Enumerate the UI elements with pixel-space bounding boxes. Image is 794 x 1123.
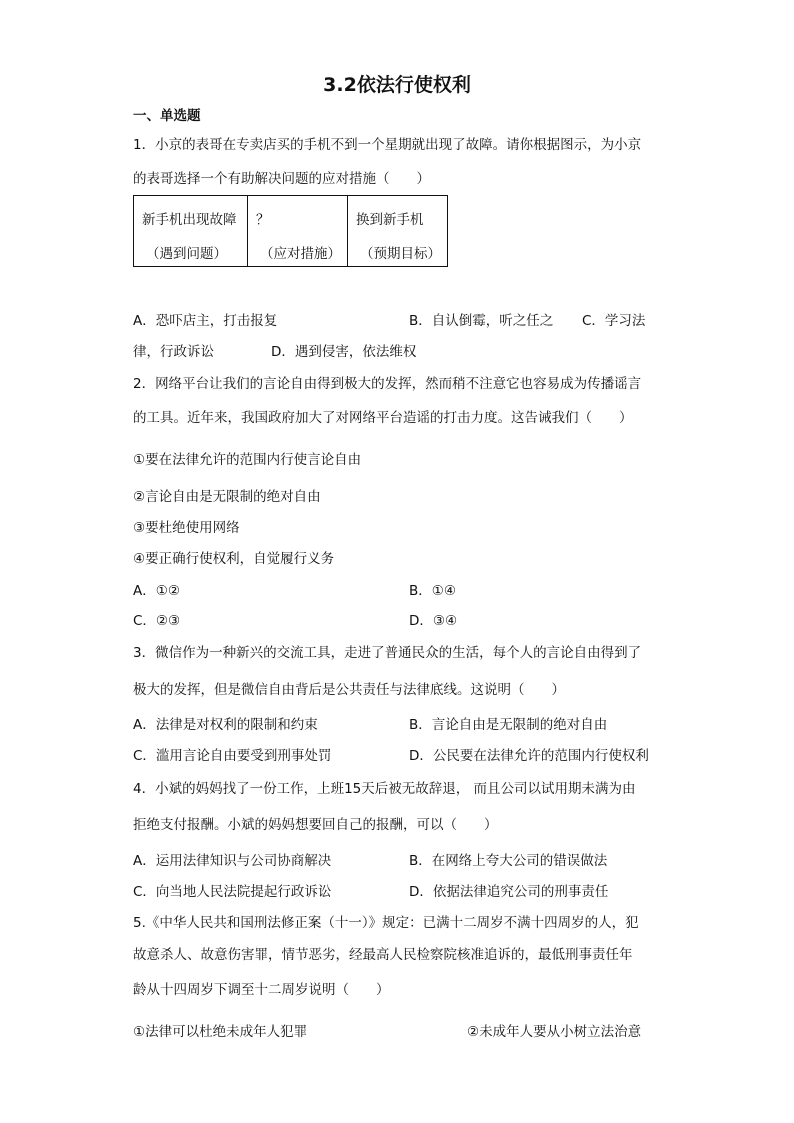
q4-stem-line1: 4．小斌的妈妈找了一份工作，上班15天后被无故辞退， 而且公司以试用期未满为由 [133, 781, 636, 797]
q1-stem-line1: 1．小京的表哥在专卖店买的手机不到一个星期就出现了故障。请你根据图示，为小京 [133, 137, 642, 153]
q2-item-4: ④要正确行使权利，自觉履行义务 [133, 551, 335, 567]
q3-stem-line2: 极大的发挥，但是微信自由背后是公共责任与法律底线。这说明（ ） [133, 682, 565, 698]
q1-option-d: D．遇到侵害，依法维权 [271, 344, 417, 360]
q1-option-c: C．学习法 [582, 313, 646, 329]
q2-stem-line2: 的工具。近年来，我国政府加大了对网络平台造谣的打击力度。这告诫我们（ ） [133, 410, 633, 426]
section-heading: 一、单选题 [133, 108, 201, 124]
cell-bottom-text: （遇到问题） [146, 246, 227, 262]
q4-option-d: D．依据法律追究公司的刑事责任 [409, 884, 609, 900]
q3-stem-line1: 3．微信作为一种新兴的交流工具，走进了普通民众的生活，每个人的言论自由得到了 [133, 645, 642, 661]
q5-item-1: ①法律可以杜绝未成年人犯罪 [133, 1024, 308, 1040]
cell-top-text: ？ [256, 212, 270, 228]
q1-option-a: A．恐吓店主，打击报复 [133, 313, 278, 329]
q2-item-1: ①要在法律允许的范围内行使言论自由 [133, 452, 362, 468]
q2-option-c: C．②③ [133, 613, 181, 629]
q5-stem-line3: 龄从十四周岁下调至十二周岁说明（ ） [133, 982, 390, 998]
q2-option-b: B．①④ [409, 583, 456, 599]
q1-option-c-cont: 律，行政诉讼 [133, 344, 214, 360]
document-title: 3.2依法行使权利 [323, 74, 471, 96]
q1-option-b: B．自认倒霉，听之任之 [409, 313, 554, 329]
cell-bottom-text: （应对措施） [260, 246, 341, 262]
q2-item-3: ③要杜绝使用网络 [133, 520, 240, 536]
table-cell-problem [134, 196, 248, 267]
q3-option-a: A．法律是对权利的限制和约束 [133, 717, 318, 733]
table-cell-measure [248, 196, 348, 267]
q5-item-2: ②未成年人要从小树立法治意 [467, 1024, 642, 1040]
cell-bottom-text: （预期目标） [360, 246, 441, 262]
q4-option-a: A．运用法律知识与公司协商解决 [133, 853, 332, 869]
q2-stem-line1: 2．网络平台让我们的言论自由得到极大的发挥，然而稍不注意它也容易成为传播谣言 [133, 376, 642, 392]
q3-option-d: D．公民要在法律允许的范围内行使权利 [409, 748, 649, 764]
q5-stem-line2: 故意杀人、故意伤害罪，情节恶劣，经最高人民检察院核准追诉的，最低刑事责任年 [133, 947, 633, 963]
q3-option-c: C．滥用言论自由要受到刑事处罚 [133, 748, 332, 764]
q5-stem-line1: 5.《中华人民共和国刑法修正案（十一）》规定：已满十二周岁不满十四周岁的人，犯 [133, 915, 639, 931]
q1-stem-line2: 的表哥选择一个有助解决问题的应对措施（ ） [133, 171, 430, 187]
q1-diagram-table [133, 195, 448, 267]
q4-option-b: B．在网络上夸大公司的错误做法 [409, 853, 608, 869]
q2-item-2: ②言论自由是无限制的绝对自由 [133, 489, 321, 505]
table-cell-goal [348, 196, 448, 267]
cell-top-text: 换到新手机 [356, 212, 424, 228]
q4-stem-line2: 拒绝支付报酬。小斌的妈妈想要回自己的报酬，可以（ ） [133, 817, 498, 833]
q3-option-b: B．言论自由是无限制的绝对自由 [409, 717, 608, 733]
q4-option-c: C．向当地人民法院提起行政诉讼 [133, 884, 332, 900]
q2-option-d: D．③④ [409, 613, 458, 629]
q2-option-a: A．①② [133, 583, 180, 599]
cell-top-text: 新手机出现故障 [142, 212, 237, 228]
